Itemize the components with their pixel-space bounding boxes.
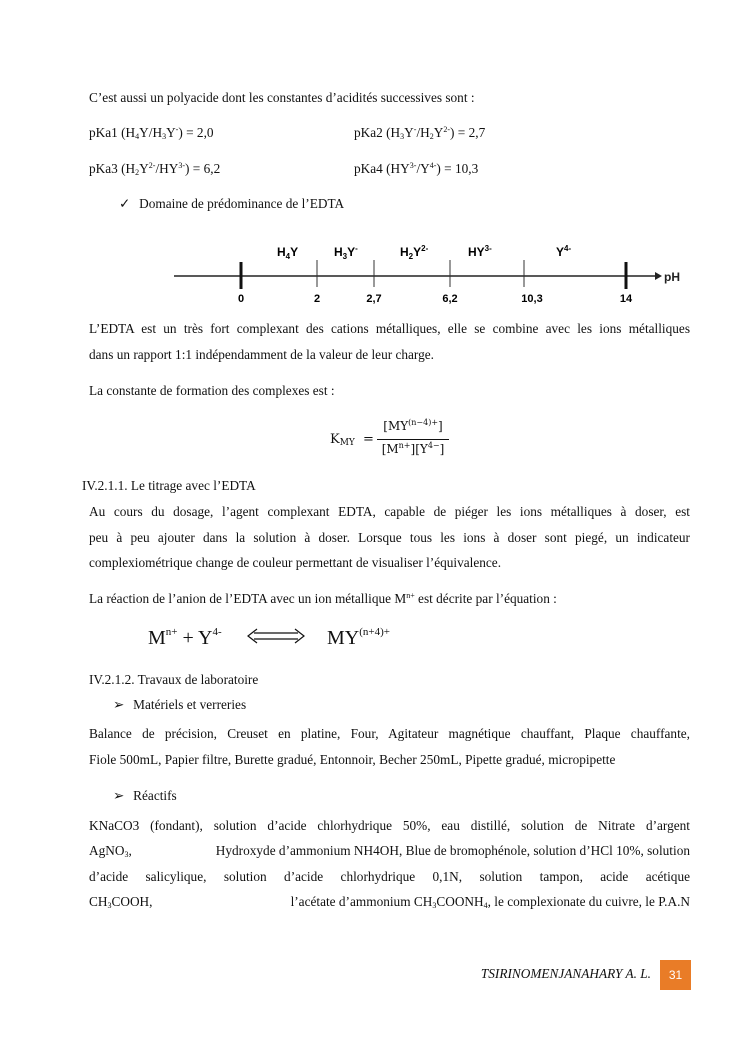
tick-label-0: 0: [237, 293, 245, 305]
para-complexant-line1: L’EDTA est un très fort complexant des cations métalliques, elle se combine avec les ions métalliques: [89, 321, 690, 336]
tick-label-10-3: 10,3: [521, 293, 543, 305]
checkmark-icon: ✓: [119, 196, 131, 211]
svg-text:H4Y: $H_4Y$: [277, 245, 299, 261]
materiels-line1: Balance de précision, Creuset en platine, Four, Agitateur magnétique chauffant, Plaque chauffante,: [89, 726, 690, 741]
arrow-bullet-icon: ➢: [113, 697, 125, 712]
materiels-line2: Fiole 500mL, Papier filtre, Burette gradué, Entonnoir, Becher 250mL, Pipette gradué, micropipette: [89, 752, 616, 767]
axis-label-ph: pH: [664, 270, 680, 284]
footer-author: TSIRINOMENJANAHARY A. L.: [480, 966, 651, 981]
axis-arrow-icon: [655, 272, 662, 280]
predominance-diagram: [170, 236, 690, 308]
pka2: pKa2 $(H_3Y^-/H_2Y^{2-}) = 2,7$: [354, 125, 486, 141]
equilibrium-arrow-icon: [245, 628, 307, 644]
bullet-reactifs: ➢ Réactifs: [113, 788, 177, 803]
tick-label-14: 14: [619, 293, 633, 305]
titrage-line2: peu à peu ajouter dans la solution à doser. Lorsque tous les ions à doser sont piegé, un indicateur: [89, 530, 690, 545]
bullet-domain: ✓ Domaine de prédominance de l’EDTA: [119, 196, 345, 211]
section-titrage-heading: IV.2.1.1. Le titrage avec l’EDTA: [82, 478, 256, 493]
svg-text:H2Y2-: $H_2Y^{2-}$: [400, 244, 429, 261]
tick-label-2: 2: [313, 293, 321, 305]
bullet-materiels: ➢ Matériels et verreries: [113, 697, 247, 712]
reactifs-line4: $CH_3COOH$, l’acétate d’ammonium $CH_3COONH_4$, le complexionate du cuivre, le P.A.N: [89, 894, 690, 910]
species-h4y: [277, 245, 298, 261]
reactifs-line3: d’acide salicylique, solution d’acide chlorhydrique 0,1N, solution tampon, acide acétique: [89, 869, 690, 884]
pka1: pKa1 $(H_4Y/H_3Y^-) = 2,0$: [89, 125, 214, 141]
svg-text:H3Y-: $H_3Y^-$: [334, 244, 358, 261]
section-travaux-heading: IV.2.1.2. Travaux de laboratoire: [89, 672, 259, 687]
reactifs-line2: AgNO$_3$, Hydroxyde d’ammonium NH4OH, Blue de bromophénole, solution d’HCl 10%, solution: [89, 843, 690, 859]
pka3: pKa3 $(H_2Y^{2-}/HY^{3-}) = 6,2$: [89, 161, 221, 177]
reactifs-line1: KNaCO3 (fondant), solution d’acide chlorhydrique 50%, eau distillé, solution de Nitrate d’argent: [89, 818, 690, 833]
tick-label-6-2: 6,2: [442, 293, 458, 305]
constant-intro: La constante de formation des complexes est :: [89, 383, 335, 398]
para-complexant-line2: dans un rapport 1:1 indépendamment de la valeur de leur charge.: [89, 347, 434, 362]
titrage-line3: complexiométrique change de couleur permettant de visualiser l’équivalence.: [89, 555, 502, 570]
pka4: pKa4 $(HY^{3-}/Y^{4-}) = 10,3$: [354, 161, 479, 176]
page-number-badge: 31: [660, 960, 691, 990]
reaction-intro: La réaction de l’anion de l’EDTA avec un ion métallique $M^{n+}$ est décrite par l’équation :: [89, 591, 557, 606]
equation-reactants: $M^{n+} + Y^{4-}$: [148, 626, 222, 649]
titrage-line1: Au cours du dosage, l’agent complexant EDTA, capable de piéger les ions métalliques à doser, est: [89, 504, 690, 519]
tick-label-2-7: 2,7: [366, 293, 382, 305]
intro-text: C’est aussi un polyacide dont les constantes d’acidités successives sont :: [89, 90, 475, 105]
svg-text:HY3-: $HY^{3-}$: [468, 244, 492, 259]
species-h3y: [334, 244, 358, 261]
species-h2y: [400, 244, 429, 261]
equation-product: $MY^{(n+4)+}$: [327, 626, 390, 649]
svg-text:Y4-: $Y^{4-}$: [556, 244, 572, 259]
species-hy: [468, 244, 492, 259]
arrow-bullet-icon: ➢: [113, 788, 125, 803]
species-y: [556, 244, 571, 259]
